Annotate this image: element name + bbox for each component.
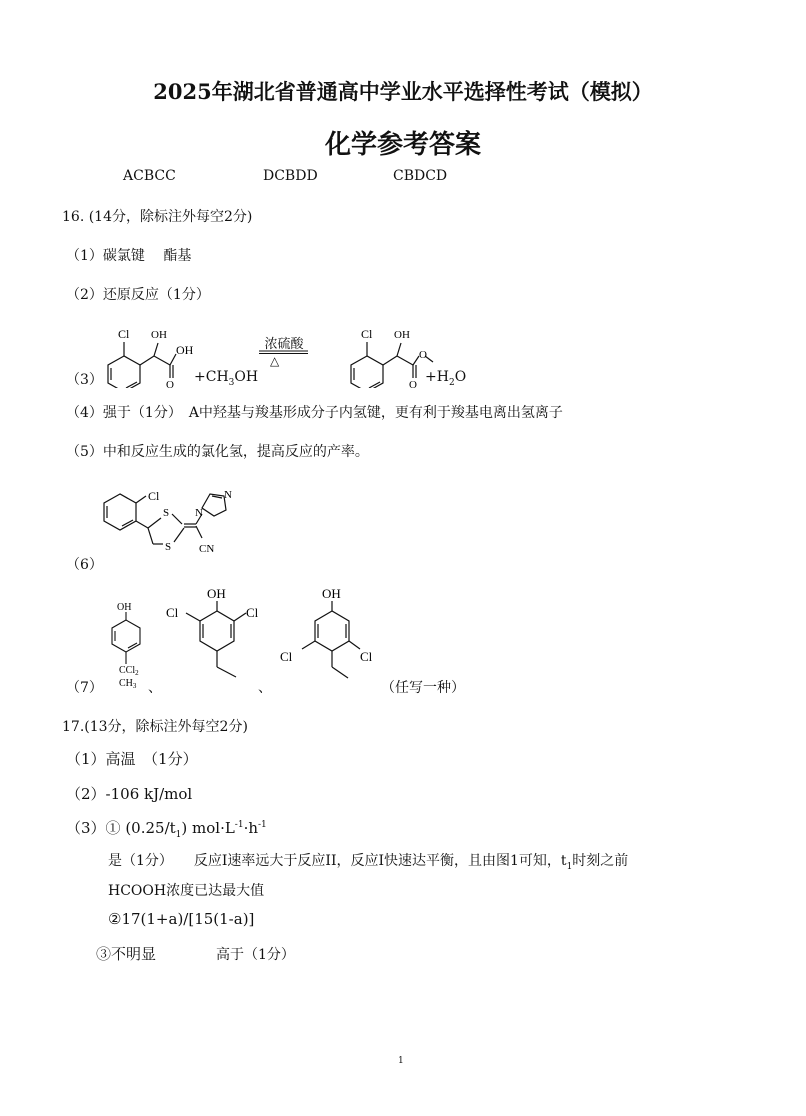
reactant-structure — [96, 318, 196, 388]
q16-6-cl-label: Cl — [148, 489, 160, 503]
methanol-reagent: $+CH_3OH$ — [194, 369, 259, 388]
q16-7b-cl-right: Cl — [246, 605, 259, 620]
product-ester-o-label: O — [419, 349, 427, 361]
q16-6-s1-label: S — [163, 507, 170, 519]
q16-7c-oh-label: OH — [322, 586, 341, 601]
q17-answer-3-part-3b: 高于（1分） — [216, 947, 295, 963]
q17-answer-3-explanation-line-1: 是（1分） 反应I速率远大于反应II，反应I快速达平衡，且由图1可知，$t_1$时刻之前 — [108, 853, 629, 872]
water-product: $+H_2O$ — [425, 369, 467, 388]
q16-answer-1: （1）碳氯键 酯基 — [66, 248, 192, 264]
q16-6-n1-label: N — [195, 507, 203, 519]
q16-7a-ccl2-label: CCl$_2$ — [119, 665, 139, 677]
choice-answers-11-15: CBDCD — [393, 168, 448, 184]
choice-answers-6-10: DCBDD — [263, 168, 318, 184]
reaction-condition-heat: △ — [270, 354, 280, 368]
exam-title: 2025年湖北省普通高中学业水平选择性考试（模拟） — [153, 79, 653, 104]
q16-7-structure-a — [96, 598, 156, 690]
q16-6-n2-label: N — [224, 489, 232, 501]
q16-answer-6-structure — [98, 476, 238, 562]
q17-answer-3-part-1: （3）① $(0.25/t_1)$ $mol\cdot L^{-1}\cdot h^{-1}$ — [66, 819, 267, 840]
q16-7a-ch3-label: $CH_3$ — [119, 678, 137, 690]
product-oh-label: OH — [394, 329, 410, 341]
reaction-arrow — [258, 349, 310, 355]
page-number: 1 — [398, 1056, 404, 1066]
reactant-oh-label: OH — [151, 329, 167, 341]
q17-answer-1: （1）高温 （1分） — [66, 750, 198, 768]
reactant-cl-label: Cl — [118, 327, 130, 341]
q16-answer-7-label: （7） — [66, 680, 103, 696]
reactant-cooh-oh-label: OH — [176, 343, 194, 357]
q16-7-structure-c — [276, 583, 386, 685]
reactant-carbonyl-o-label: O — [166, 379, 174, 388]
q16-7-separator-1: 、 — [148, 680, 162, 696]
q16-7-structure-b — [162, 583, 272, 685]
q16-heading: 16. (14分，除标注外每空2分) — [62, 209, 253, 225]
q17-heading: 17.(13分，除标注外每空2分) — [62, 719, 248, 735]
q16-7b-cl-left: Cl — [166, 605, 179, 620]
product-carbonyl-o-label: O — [409, 379, 417, 388]
q16-7c-cl-right: Cl — [360, 649, 373, 664]
q17-answer-2: （2）-106 kJ/mol — [66, 785, 193, 803]
q16-answer-2: （2）还原反应（1分） — [66, 287, 210, 303]
q16-7c-cl-left: Cl — [280, 649, 293, 664]
product-cl-label: Cl — [361, 327, 373, 341]
q17-answer-3-part-2: ②17(1+a)/[15(1-a)] — [108, 910, 255, 928]
q16-7a-oh-label: OH — [117, 602, 132, 613]
q16-answer-3-label: （3） — [66, 372, 103, 388]
q17-answer-3-part-3a: ③不明显 — [96, 945, 157, 963]
choice-answers-1-5: ACBCC — [123, 168, 176, 184]
q17-answer-3-explanation-line-2: HCOOH浓度已达最大值 — [108, 883, 265, 899]
q16-7-note: （任写一种） — [381, 680, 465, 696]
q16-6-cn-label: CN — [199, 543, 215, 555]
q16-6-s2-label: S — [165, 541, 172, 553]
q16-7-separator-2: 、 — [258, 680, 272, 696]
answer-key-subtitle: 化学参考答案 — [324, 130, 481, 160]
q16-answer-5: （5）中和反应生成的氯化氢，提高反应的产率。 — [66, 444, 369, 460]
q16-answer-6-label: （6） — [66, 557, 103, 573]
q16-answer-4: （4）强于（1分） A中羟基与羧基形成分子内氢键，更有利于羧基电离出氢离子 — [66, 405, 563, 421]
reaction-condition-top: 浓硫酸 — [264, 337, 304, 352]
q16-7b-oh-label: OH — [207, 586, 226, 601]
